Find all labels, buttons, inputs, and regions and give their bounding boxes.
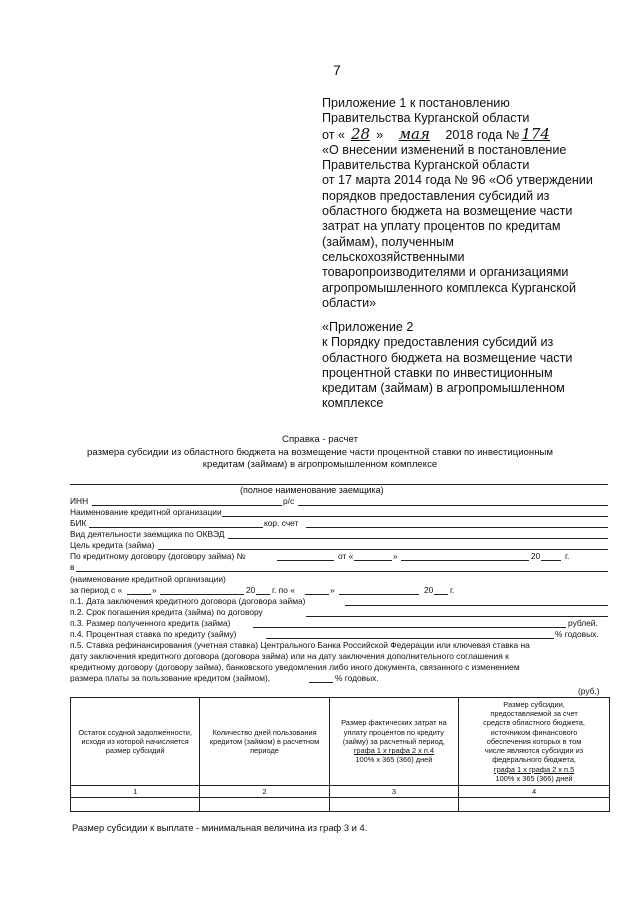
period-to-month-line (339, 594, 419, 595)
appendix2-line: областного бюджета на возмещение части (322, 350, 573, 365)
p3-label: п.3. Размер полученного кредита (займа) (70, 618, 231, 628)
column-number: 2 (200, 786, 329, 798)
header-col-1 (71, 698, 200, 786)
kor-label: кор. счет (264, 518, 299, 528)
bik-line (89, 527, 263, 528)
table-cell (459, 798, 610, 812)
bank-name-line (222, 516, 608, 517)
column-number: 1 (71, 786, 200, 798)
header-text: федерального бюджета, (492, 755, 576, 765)
header-text: обеспечения которых в том (486, 736, 582, 746)
header-text: Количество дней пользования (212, 727, 317, 737)
rs-label: р/с (283, 496, 295, 506)
appendix2-line: комплексе (322, 396, 384, 411)
period-to-year-line (434, 594, 448, 595)
form-subtitle-line1: размера субсидии из областного бюджета на возмещение части процентной ставки по инвестиционным (87, 447, 553, 458)
date-year: 2018 года № (445, 127, 520, 142)
currency-note: (руб.) (578, 686, 600, 696)
contract-g: г. (565, 551, 570, 561)
p4-line (266, 638, 554, 639)
column-number: 3 (329, 786, 458, 798)
p3-unit: рублей. (568, 618, 598, 628)
purpose-label: Цель кредита (займа) (70, 540, 155, 550)
p5-unit: % годовых. (335, 673, 379, 683)
p5-rate-line (309, 682, 333, 683)
header-text: Остаток ссудной задолженности, (78, 727, 192, 737)
table-cell (200, 798, 329, 812)
contract-day-line (354, 560, 392, 561)
contract-quote: » (393, 551, 398, 561)
header-col-4 (459, 698, 610, 786)
p5-line4: размера платы за пользование кредитом (займом), (70, 673, 271, 683)
appendix1-body-line: от 17 марта 2014 года № 96 «Об утверждении (322, 173, 593, 188)
handwritten-number: 174 (521, 124, 550, 143)
contract-label: По кредитному договору (договору займа) № (70, 551, 246, 561)
period-from: за период с « (70, 585, 123, 595)
inn-label: ИНН (70, 496, 89, 506)
calculation-table (70, 697, 610, 812)
table-number-row (71, 786, 610, 798)
appendix1-body-line: Правительства Курганской области (322, 158, 530, 173)
table-header-row (71, 698, 610, 786)
appendix1-body-line: (займам), полученным (322, 234, 454, 249)
p5-line1: п.5. Ставка рефинансирования (учетная ставка) Центрального Банка Российской Федерации или ключевая ставка на (70, 640, 530, 650)
appendix2-header (322, 320, 622, 412)
period-from-day-line (127, 594, 151, 595)
contract-year-line (541, 560, 561, 561)
formula-denominator: 100% x 365 (366) дней (495, 773, 573, 783)
appendix1-body-line: затрат на уплату процентов по кредитам (322, 219, 561, 234)
appendix1-line2: Правительства Курганской области (322, 111, 530, 126)
period-g: г. (450, 585, 455, 595)
page-number: 7 (333, 62, 341, 78)
header-text: источником финансового (490, 727, 578, 737)
appendix2-line: «Приложение 2 (322, 320, 414, 334)
period-from-year: 20 (246, 585, 256, 595)
org-caption: (наименование кредитной организации) (70, 574, 226, 584)
appendix1-body-line: товаропроизводителями и организациями (322, 265, 569, 280)
in-label: в (70, 562, 75, 572)
header-col-3 (329, 698, 458, 786)
p3-line (253, 627, 566, 628)
date-from: от « (322, 127, 345, 142)
header-col-2 (200, 698, 329, 786)
appendix1-body-line: сельскохозяйственными (322, 249, 465, 264)
appendix1-body-line: области» (322, 295, 377, 310)
formula-numerator: графа 1 x графа 2 x п.4 (353, 746, 435, 756)
period-from-year-line (256, 594, 270, 595)
appendix2-line: кредитам (займам) в агропромышленном (322, 381, 565, 396)
contract-number-line (277, 560, 334, 561)
handwritten-month: мая (398, 124, 430, 143)
p1-line (345, 605, 608, 606)
table-cell (329, 798, 458, 812)
period-to-year: 20 (424, 585, 434, 595)
bik-label: БИК (70, 518, 87, 528)
table-row (71, 798, 610, 812)
header-text: уплату процентов по кредиту (343, 727, 444, 737)
header-text: средств областного бюджета, (483, 718, 585, 728)
form-title: Справка - расчет (282, 434, 358, 445)
p2-line (306, 616, 608, 617)
table-cell (71, 798, 200, 812)
appendix2-line: к Порядку предоставления субсидий из (322, 335, 554, 350)
okved-label: Вид деятельности заемщика по ОКВЭД (70, 529, 225, 539)
header-text: числе являются субсидии из (484, 746, 584, 756)
footer-note: Размер субсидии к выплате - минимальная величина из граф 3 и 4. (72, 822, 368, 833)
period-to-day-line (305, 594, 329, 595)
header-text: исходя из которой начисляется (81, 736, 189, 746)
p4-unit: % годовых. (555, 629, 599, 639)
p4-label: п.4. Процентная ставка по кредиту (займу) (70, 629, 237, 639)
appendix1-line1: Приложение 1 к постановлению (322, 96, 510, 110)
header-text: Размер фактических затрат на (341, 718, 447, 728)
p5-line2: дату заключения кредитного договора (договора займа) или на дату заключения дополнительного соглашения к (70, 651, 509, 661)
header-text: предоставляемой за счет (490, 709, 578, 719)
formula-numerator: графа 1 x графа 2 x п.5 (493, 764, 575, 774)
appendix1-body-line: областного бюджета на возмещение части (322, 204, 573, 219)
header-text: Размер субсидии, (503, 700, 565, 710)
p2-label: п.2. Срок погашения кредита (займа) по договору (70, 607, 263, 617)
appendix1-header (322, 96, 622, 311)
header-text: (займу) за расчетный период, (342, 736, 445, 746)
header-text: размер субсидий (105, 746, 165, 756)
column-number: 4 (459, 786, 610, 798)
p1-label: п.1. Дата заключения кредитного договора (договора займа) (70, 596, 306, 606)
borrower-caption: (полное наименование заемщика) (240, 485, 384, 495)
contract-month-line (401, 560, 529, 561)
period-to: г. по « (272, 585, 295, 595)
appendix1-body (322, 143, 622, 311)
period-quote-2: » (330, 585, 335, 595)
p5-line3: кредитному договору (договору займа), банковского уведомления либо иного документа, связанного с изменением (70, 662, 520, 672)
form-subtitle-line2: кредитам (займам) в агропромышленном комплексе (202, 459, 438, 470)
purpose-line (158, 549, 608, 550)
appendix1-body-line: порядков предоставления субсидий из (322, 188, 550, 203)
okved-line (228, 538, 608, 539)
appendix1-body-line: агропромышленного комплекса Курганской (322, 280, 577, 295)
appendix1-date-line (322, 124, 622, 143)
kor-line (306, 527, 608, 528)
appendix2-line: процентной ставки по инвестиционным (322, 365, 553, 380)
header-text: периоде (250, 746, 279, 756)
header-text: кредитом (займом) в расчетном (209, 736, 320, 746)
org-line (76, 571, 608, 572)
formula-denominator: 100% x 365 (366) дней (355, 755, 433, 765)
appendix1-body-line: «О внесении изменений в постановление (322, 142, 567, 157)
contract-year-prefix: 20 (531, 551, 541, 561)
contract-from: от « (338, 551, 354, 561)
period-from-month-line (160, 594, 244, 595)
rs-line (298, 505, 608, 506)
date-quote-close: » (376, 127, 384, 142)
bank-name-label: Наименование кредитной организации (70, 507, 222, 517)
period-quote-1: » (152, 585, 157, 595)
handwritten-day: 28 (351, 124, 371, 143)
inn-line (92, 505, 282, 506)
